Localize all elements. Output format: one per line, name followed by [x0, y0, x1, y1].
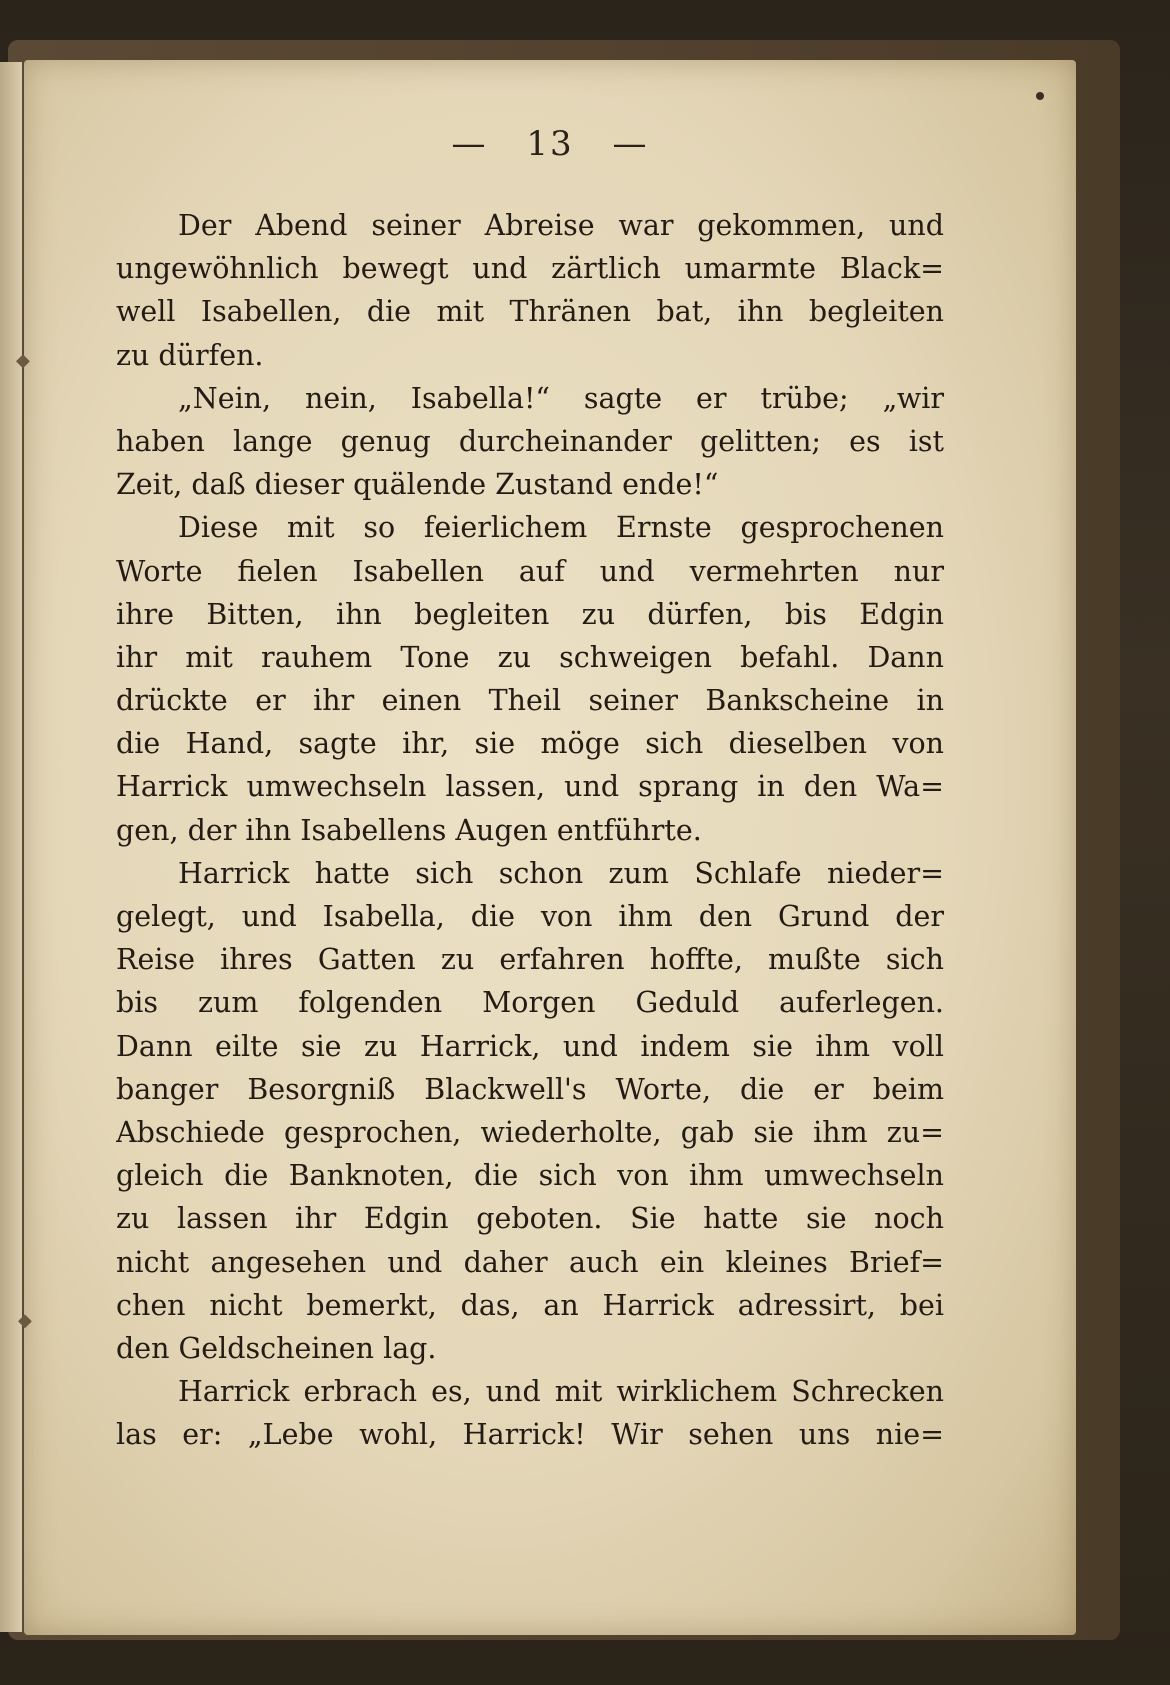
text-line: Harrick hatte sich schon zum Schlafe nieder= — [178, 856, 944, 890]
text-line: ihre Bitten, ihn begleiten zu dürfen, bis Edgin — [116, 597, 944, 631]
text-line: ungewöhnlich bewegt und zärtlich umarmte Black= — [116, 252, 944, 286]
page-number-value: 13 — [526, 124, 574, 164]
text-line: drückte er ihr einen Theil seiner Bankscheine in — [116, 684, 944, 718]
text-line: „Nein, nein, Isabella!“ sagte er trübe; „wir — [178, 381, 944, 415]
text-line: zu lassen ihr Edgin geboten. Sie hatte sie noch — [116, 1202, 944, 1236]
text-line: Dann eilte sie zu Harrick, und indem sie ihm voll — [116, 1029, 944, 1063]
text-line: bis zum folgenden Morgen Geduld auferlegen. — [116, 986, 944, 1020]
text-line: las er: „Lebe wohl, Harrick! Wir sehen uns nie= — [116, 1418, 944, 1452]
text-line: haben lange genug durcheinander gelitten; es ist — [116, 424, 944, 458]
margin-mark-diamond: ◆ — [18, 1310, 32, 1331]
margin-mark-diamond: ◆ — [16, 350, 30, 371]
text-line: banger Besorgniß Blackwell's Worte, die er beim — [116, 1072, 944, 1106]
text-line: Harrick umwechseln lassen, und sprang in den Wa= — [116, 770, 944, 804]
page-spot-mark — [1036, 92, 1044, 100]
facing-page-edge — [0, 62, 22, 1632]
text-line: zu dürfen. — [116, 338, 264, 372]
page-number-dash-right: — — [612, 124, 649, 164]
page-number — [0, 124, 1100, 164]
text-line: Der Abend seiner Abreise war gekommen, und — [178, 209, 944, 242]
text-line: well Isabellen, die mit Thränen bat, ihn begleiten — [116, 295, 944, 329]
text-line: gen, der ihn Isabellens Augen entführte. — [116, 813, 702, 847]
text-line: gelegt, und Isabella, die von ihm den Grund der — [116, 900, 944, 933]
text-line: chen nicht bemerkt, das, an Harrick adressirt, bei — [116, 1288, 944, 1322]
body-text — [116, 204, 944, 1456]
text-line: Zeit, daß dieser quälende Zustand ende!“ — [116, 468, 719, 502]
text-line: Harrick erbrach es, und mit wirklichem Schrecken — [178, 1375, 944, 1409]
text-line: nicht angesehen und daher auch ein kleines Brief= — [116, 1245, 944, 1279]
text-line: Worte fielen Isabellen auf und vermehrten nur — [116, 554, 944, 588]
text-line: die Hand, sagte ihr, sie möge sich dieselben von — [116, 727, 944, 761]
text-line: ihr mit rauhem Tone zu schweigen befahl. Dann — [116, 640, 944, 674]
text-line: gleich die Banknoten, die sich von ihm umwechseln — [116, 1159, 944, 1193]
text-line: Reise ihres Gatten zu erfahren hoffte, mußte sich — [116, 943, 944, 977]
text-line: den Geldscheinen lag. — [116, 1331, 437, 1365]
text-line: Abschiede gesprochen, wiederholte, gab sie ihm zu= — [116, 1115, 944, 1149]
page-number-dash-left: — — [451, 124, 488, 164]
text-line: Diese mit so feierlichem Ernste gesprochenen — [178, 511, 944, 545]
